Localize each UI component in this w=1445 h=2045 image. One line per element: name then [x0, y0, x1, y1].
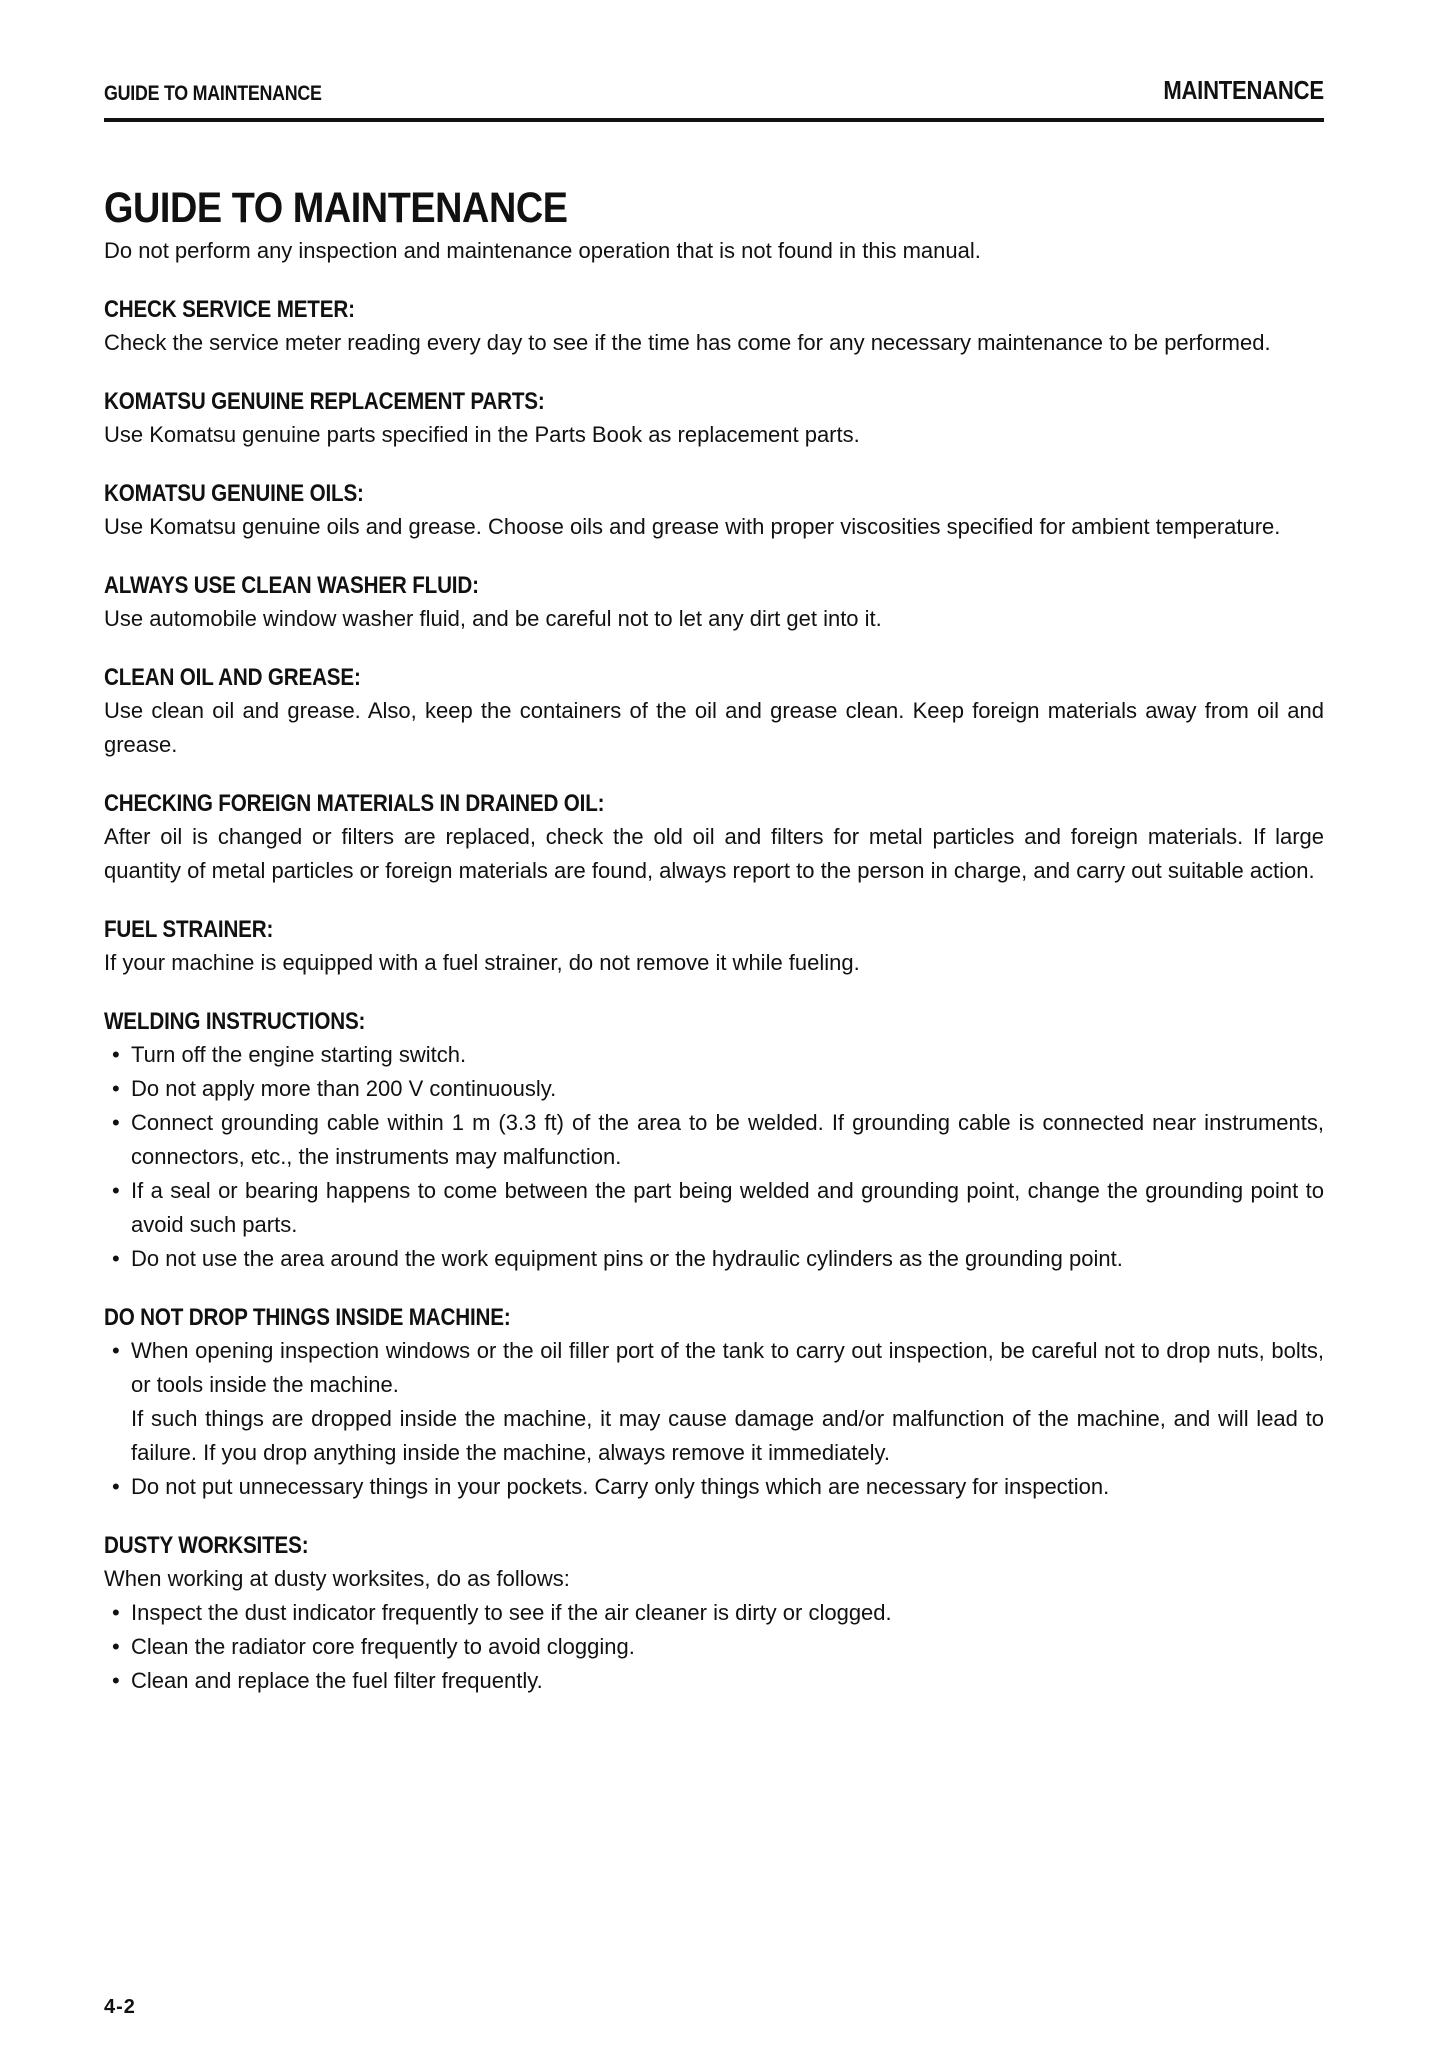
header-chapter-title: MAINTENANCE — [1163, 75, 1324, 105]
list-item — [104, 1106, 1324, 1174]
bullet-icon: • — [112, 1076, 120, 1101]
list-item-text: Do not apply more than 200 V continuously. — [131, 1076, 557, 1101]
intro-text: Do not perform any inspection and maintenance operation that is not found in this manual. — [104, 238, 981, 263]
list-item-text: Do not put unnecessary things in your pockets. Carry only things which are necessary for inspection. — [131, 1474, 1110, 1499]
list-item — [104, 1596, 1324, 1630]
section-heading: KOMATSU GENUINE OILS: — [104, 480, 364, 507]
list-item-text: When opening inspection windows or the oil filler port of the tank to carry out inspection, be careful not to drop nuts, bolts, or tools inside the machine. — [131, 1338, 1324, 1397]
list-item — [104, 1470, 1324, 1504]
section-heading: ALWAYS USE CLEAN WASHER FLUID: — [104, 572, 479, 599]
section-genuine-oils — [104, 478, 1324, 544]
section-body: Use automobile window washer fluid, and be careful not to let any dirt get into it. — [104, 606, 882, 631]
section-dusty-worksites — [104, 1530, 1324, 1698]
page-header — [104, 75, 1324, 122]
dusty-list — [104, 1596, 1324, 1698]
list-item-text: Clean the radiator core frequently to avoid clogging. — [131, 1634, 635, 1659]
list-item-text: Inspect the dust indicator frequently to see if the air cleaner is dirty or clogged. — [131, 1600, 892, 1625]
list-item-text: Connect grounding cable within 1 m (3.3 ft) of the area to be welded. If grounding cable is connected near instruments, connectors, etc., the instruments may malfunction. — [131, 1110, 1324, 1169]
drop-list — [104, 1334, 1324, 1504]
section-washer-fluid — [104, 570, 1324, 636]
list-item — [104, 1334, 1324, 1470]
page-title: GUIDE TO MAINTENANCE — [104, 184, 568, 232]
list-item — [104, 1072, 1324, 1106]
bullet-icon: • — [112, 1668, 120, 1693]
header-section-title: GUIDE TO MAINTENANCE — [104, 82, 322, 105]
section-do-not-drop — [104, 1302, 1324, 1504]
bullet-icon: • — [112, 1338, 120, 1363]
section-body: Use Komatsu genuine oils and grease. Choose oils and grease with proper viscosities specified for ambient temperature. — [104, 514, 1281, 539]
list-item-text: If a seal or bearing happens to come between the part being welded and grounding point, change the grounding point to avoid such parts. — [131, 1178, 1324, 1237]
list-item — [104, 1242, 1324, 1276]
list-item-text: Do not use the area around the work equipment pins or the hydraulic cylinders as the grounding point. — [131, 1246, 1123, 1271]
list-item — [104, 1664, 1324, 1698]
section-heading: CLEAN OIL AND GREASE: — [104, 664, 361, 691]
list-item-text: If such things are dropped inside the machine, it may cause damage and/or malfunction of the machine, and will lead to failure. If you drop anything inside the machine, always remove it immediately. — [131, 1406, 1324, 1465]
section-clean-oil-grease — [104, 662, 1324, 762]
bullet-icon: • — [112, 1634, 120, 1659]
section-heading: CHECK SERVICE METER: — [104, 296, 355, 323]
bullet-icon: • — [112, 1178, 120, 1203]
section-drained-oil — [104, 788, 1324, 888]
list-item — [104, 1038, 1324, 1072]
section-body: Use Komatsu genuine parts specified in the Parts Book as replacement parts. — [104, 422, 860, 447]
section-genuine-parts — [104, 386, 1324, 452]
page-content — [104, 182, 1324, 1698]
bullet-icon: • — [112, 1474, 120, 1499]
section-body: Use clean oil and grease. Also, keep the containers of the oil and grease clean. Keep foreign materials away from oil and grease. — [104, 698, 1324, 757]
welding-list — [104, 1038, 1324, 1276]
section-welding — [104, 1006, 1324, 1276]
list-item — [104, 1630, 1324, 1664]
section-heading: WELDING INSTRUCTIONS: — [104, 1008, 366, 1035]
section-heading: DO NOT DROP THINGS INSIDE MACHINE: — [104, 1304, 511, 1331]
bullet-icon: • — [112, 1042, 120, 1067]
bullet-icon: • — [112, 1600, 120, 1625]
list-item-text: Clean and replace the fuel filter frequently. — [131, 1668, 543, 1693]
list-item — [104, 1174, 1324, 1242]
bullet-icon: • — [112, 1246, 120, 1271]
section-heading: FUEL STRAINER: — [104, 916, 274, 943]
section-body: Check the service meter reading every day to see if the time has come for any necessary maintenance to be performed. — [104, 330, 1271, 355]
section-body: If your machine is equipped with a fuel strainer, do not remove it while fueling. — [104, 950, 860, 975]
bullet-icon: • — [112, 1110, 120, 1135]
list-item-text: Turn off the engine starting switch. — [131, 1042, 467, 1067]
section-heading: DUSTY WORKSITES: — [104, 1532, 309, 1559]
section-body: After oil is changed or filters are replaced, check the old oil and filters for metal particles and foreign materials. If large quantity of metal particles or foreign materials are found, always report to the person in charge, and carry out suitable action. — [104, 824, 1324, 883]
section-check-service-meter — [104, 294, 1324, 360]
section-heading: CHECKING FOREIGN MATERIALS IN DRAINED OIL: — [104, 790, 605, 817]
page-number: 4-2 — [104, 1996, 136, 2018]
section-body: When working at dusty worksites, do as follows: — [104, 1566, 570, 1591]
section-fuel-strainer — [104, 914, 1324, 980]
section-heading: KOMATSU GENUINE REPLACEMENT PARTS: — [104, 388, 545, 415]
